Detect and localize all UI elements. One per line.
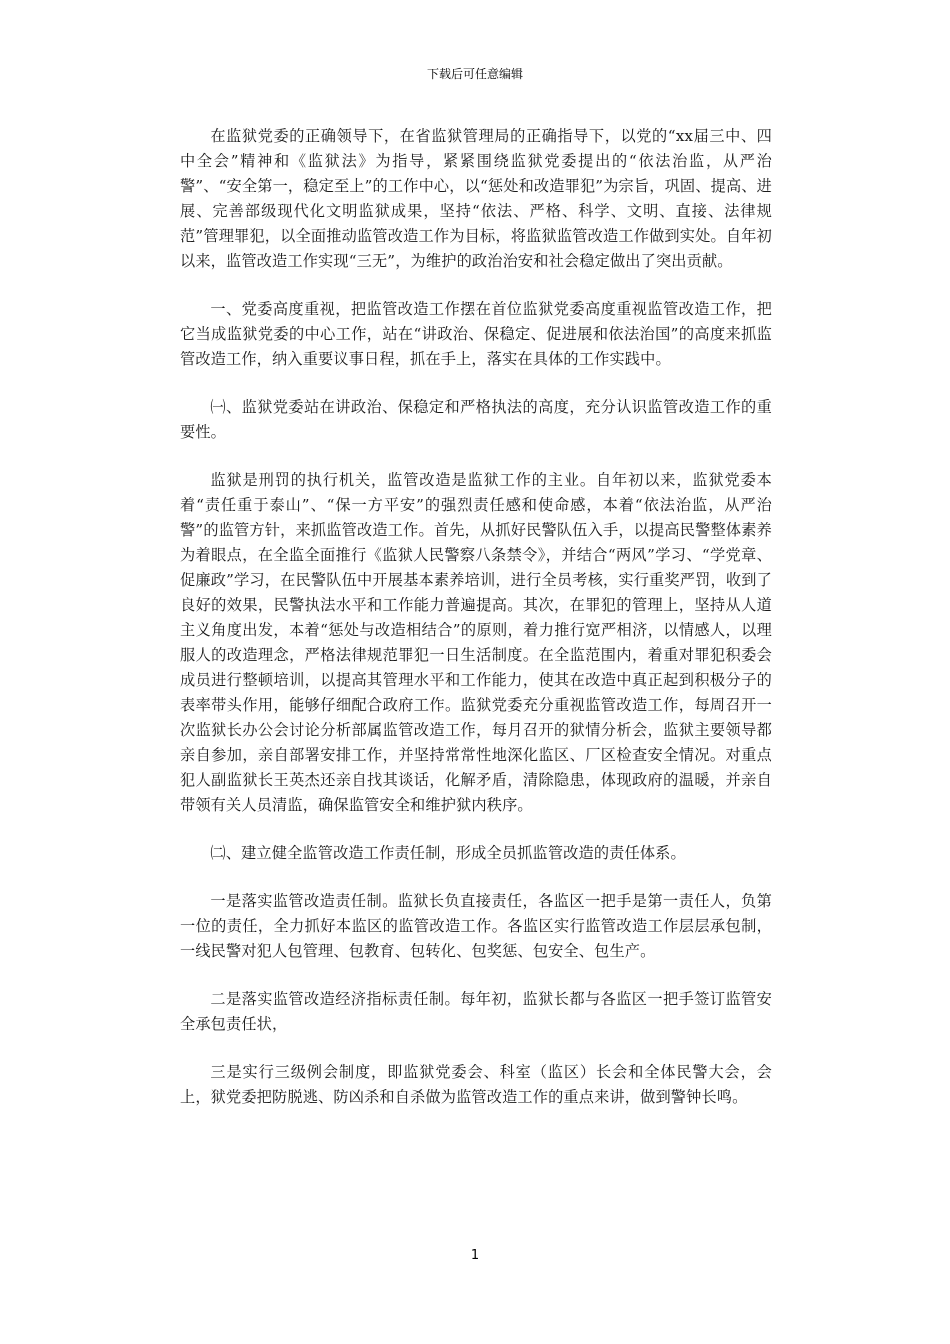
paragraph-subsection-1: ㈠、监狱党委站在讲政治、保稳定和严格执法的高度，充分认识监管改造工作的重要性。 [180,398,772,441]
paragraph-prison-duties: 监狱是刑罚的执行机关，监管改造是监狱工作的主业。自年初以来，监狱党委本着“责任重于泰山”、“保一方平安”的强烈责任感和使命感，本着“依法治监，从严治警”的监管方针，来抓监管改造工作。首先，从抓好民警队伍入手，以提高民警整体素养为着眼点，在全监全面推行《监狱人民警察八条禁令》，并结合“两风”学习、“学党章、促廉政”学习，在民警队伍中开展基本素养培训，进行全员考核，实行重奖严罚，收到了良好的效果，民警执法水平和工作能力普遍提高。其次，在罪犯的管理上，坚持从人道主义角度出发，本着“惩处与改造相结合”的原则，着力推行宽严相济，以情感人，以理服人的改造理念，严格法律规范罪犯一日生活制度。在全监范围内，着重对罪犯积委会成员进行整顿培训，以提高其管理水平和工作能力，使其在改造中真正起到积极分子的表率带头作用，能够仔细配合政府工作。监狱党委充分重视监管改造工作，每周召开一次监狱长办公会讨论分析部属监管改造工作，每月召开的狱情分析会，监狱主要领导都亲自参加，亲自部署安排工作，并坚持常常性地深化监区、厂区检查安全情况。对重点犯人副监狱长王英杰还亲自找其谈话，化解矛盾，清除隐患，体现政府的温暖，并亲自带领有关人员清监，确保监管安全和维护狱内秩序。 [180,471,772,814]
paragraph-intro: 在监狱党委的正确领导下，在省监狱管理局的正确指导下，以党的“xx届三中、四中全会”精神和《监狱法》为指导，紧紧围绕监狱党委提出的“依法治监，从严治警”、“安全第一，稳定至上”的工作中心，以“惩处和改造罪犯”为宗旨，巩固、提高、进展、完善部级现代化文明监狱成果，坚持“依法、严格、科学、文明、直接、法律规范”管理罪犯，以全面推动监管改造工作为目标，将监狱监管改造工作做到实处。自年初以来，监管改造工作实现“三无”，为维护的政治治安和社会稳定做出了突出贡献。 [180,127,772,270]
paragraph-subsection-2: ㈡、建立健全监管改造工作责任制，形成全员抓监管改造的责任体系。 [210,844,686,862]
document-body [180,124,772,1133]
paragraph-responsibility-2: 二是落实监管改造经济指标责任制。每年初，监狱长都与各监区一把手签订监管安全承包责任状， [180,990,772,1033]
page-number: 1 [470,1248,480,1263]
page-header-note: 下载后可任意编辑 [426,67,523,81]
paragraph-responsibility-3: 三是实行三级例会制度，即监狱党委会、科室（监区）长会和全体民警大会，会上，狱党委把防脱逃、防凶杀和自杀做为监管改造工作的重点来讲，做到警钟长鸣。 [180,1063,772,1106]
paragraph-section-1: 一、党委高度重视，把监管改造工作摆在首位监狱党委高度重视监管改造工作，把它当成监狱党委的中心工作，站在“讲政治、保稳定、促进展和依法治国”的高度来抓监管改造工作，纳入重要议事日程，抓在手上，落实在具体的工作实践中。 [180,300,772,368]
paragraph-responsibility-1: 一是落实监管改造责任制。监狱长负直接责任，各监区一把手是第一责任人，负第一位的责任，全力抓好本监区的监管改造工作。各监区实行监管改造工作层层承包制，一线民警对犯人包管理、包教育、包转化、包奖惩、包安全、包生产。 [180,892,772,960]
